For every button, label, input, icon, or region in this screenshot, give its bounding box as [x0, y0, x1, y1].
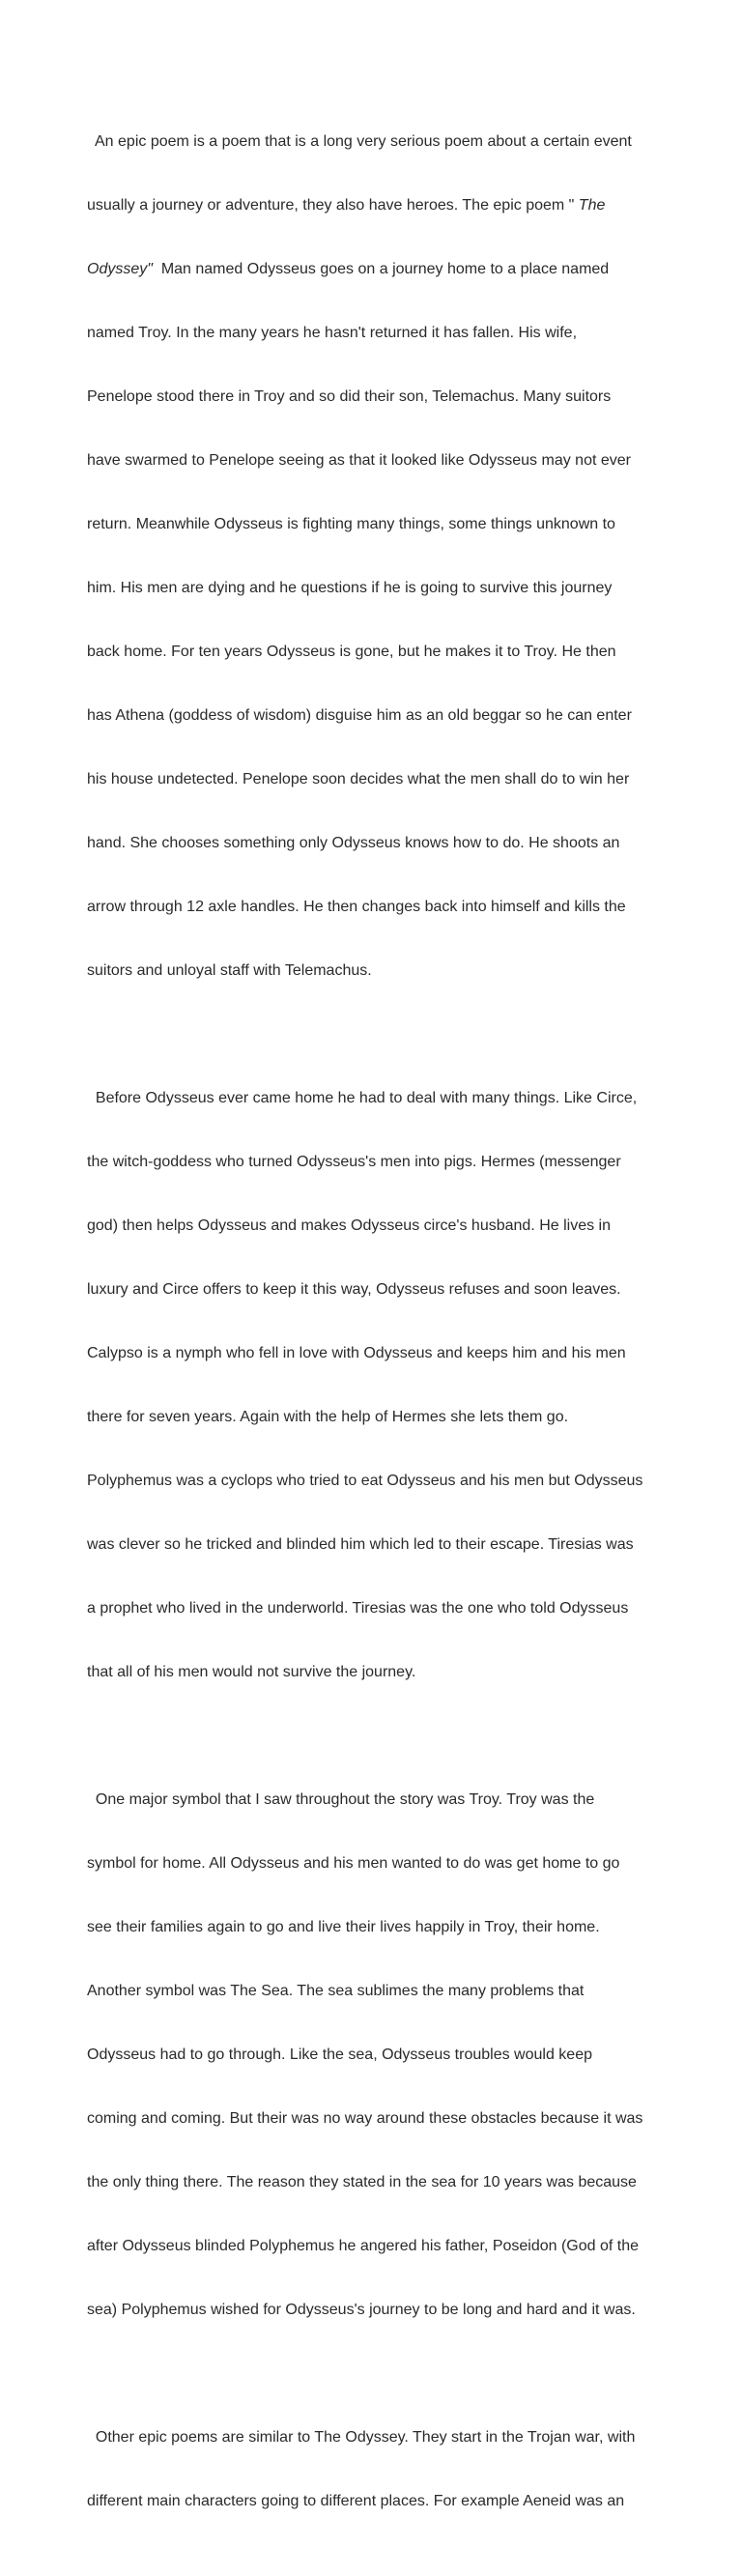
text-line: Before Odysseus ever came home he had to deal with many things. Like Circe, [87, 1090, 638, 1106]
paragraph-1 [87, 89, 657, 1024]
paragraph-3 [87, 1747, 657, 2363]
text-line: god) then helps Odysseus and makes Odysseus circe's husband. He lives in [87, 1217, 611, 1234]
text-fragment: usually a journey or adventure, they also have heroes. The epic poem " [87, 197, 579, 214]
text-line [87, 195, 657, 216]
text-line: has Athena (goddess of wisdom) disguise him as an old beggar so he can enter [87, 707, 632, 724]
text-line: Other epic poems are similar to The Odyssey. They start in the Trojan war, with [87, 2429, 636, 2446]
text-line: the witch-goddess who turned Odysseus's men into pigs. Hermes (messenger [87, 1154, 621, 1170]
text-line: hand. She chooses something only Odysseus knows how to do. He shoots an [87, 835, 620, 851]
text-line: the only thing there. The reason they stated in the sea for 10 years was because [87, 2174, 637, 2190]
text-fragment: Man named Odysseus goes on a journey home to a place named [152, 261, 610, 277]
text-line: have swarmed to Penelope seeing as that it looked like Odysseus may not ever [87, 452, 631, 469]
text-line: Penelope stood there in Troy and so did their son, Telemachus. Many suitors [87, 388, 612, 405]
text-line: different main characters going to different places. For example Aeneid was an [87, 2493, 625, 2509]
essay-body [87, 89, 657, 2576]
text-line: return. Meanwhile Odysseus is fighting many things, some things unknown to [87, 516, 615, 532]
text-line: Another symbol was The Sea. The sea sublimes the many problems that [87, 1983, 585, 1999]
text-line: see their families again to go and live their lives happily in Troy, their home. [87, 1919, 600, 1935]
text-line: One major symbol that I saw throughout the story was Troy. Troy was the [87, 1791, 595, 1808]
text-line: Odysseus had to go through. Like the sea, Odysseus troubles would keep [87, 2046, 592, 2063]
text-line: a prophet who lived in the underworld. Tiresias was the one who told Odysseus [87, 1600, 629, 1617]
text-line: An epic poem is a poem that is a long very serious poem about a certain event [87, 133, 632, 150]
text-line: Polyphemus was a cyclops who tried to eat Odysseus and his men but Odysseus [87, 1473, 643, 1489]
text-line: luxury and Circe offers to keep it this way, Odysseus refuses and soon leaves. [87, 1281, 621, 1298]
text-line: coming and coming. But their was no way around these obstacles because it was [87, 2110, 643, 2127]
italic-title: The [578, 197, 606, 214]
paragraph-2 [87, 1045, 657, 1726]
text-line: there for seven years. Again with the help of Hermes she lets them go. [87, 1409, 569, 1425]
text-line: symbol for home. All Odysseus and his men wanted to do was get home to go [87, 1855, 620, 1872]
text-line: named Troy. In the many years he hasn't returned it has fallen. His wife, [87, 325, 578, 341]
text-line: after Odysseus blinded Polyphemus he angered his father, Poseidon (God of the [87, 2238, 640, 2254]
text-line: was clever so he tricked and blinded him which led to their escape. Tiresias was [87, 1536, 634, 1553]
text-line: sea) Polyphemus wished for Odysseus's journey to be long and hard and it was. [87, 2302, 636, 2318]
paragraph-4 [87, 2385, 657, 2555]
text-line: arrow through 12 axle handles. He then changes back into himself and kills the [87, 899, 626, 915]
text-line: back home. For ten years Odysseus is gone, but he makes it to Troy. He then [87, 644, 616, 660]
text-line: Calypso is a nymph who fell in love with Odysseus and keeps him and his men [87, 1345, 626, 1361]
text-line: suitors and unloyal staff with Telemachus. [87, 962, 372, 979]
text-line: his house undetected. Penelope soon decides what the men shall do to win her [87, 771, 630, 787]
text-line [87, 259, 657, 280]
text-line: him. His men are dying and he questions if he is going to survive this journey [87, 580, 613, 596]
italic-title: Odyssey" [87, 261, 153, 277]
text-line: that all of his men would not survive the journey. [87, 1664, 416, 1680]
